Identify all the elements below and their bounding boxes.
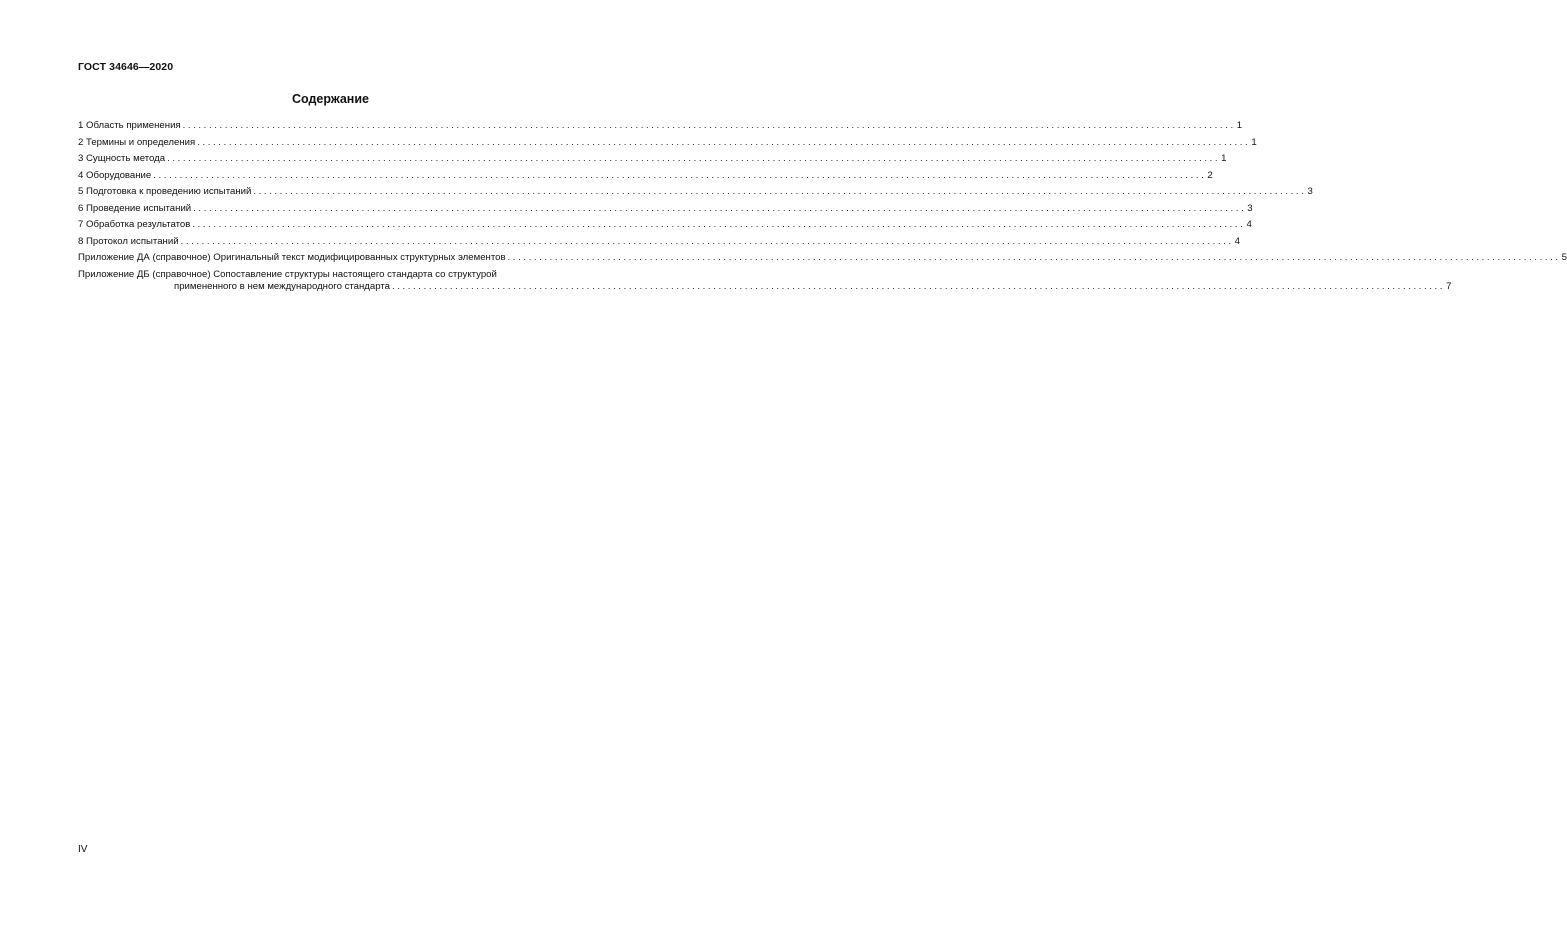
toc-entry	[78, 120, 1243, 132]
toc-entry	[78, 186, 1313, 198]
toc-leader-dots: ........................................................................................................................................................................................................	[180, 235, 1234, 247]
table-of-contents	[78, 120, 1567, 297]
toc-entry-page: 2	[1207, 169, 1213, 181]
page-title: Содержание	[291, 92, 369, 106]
toc-entry-label: 1 Область применения	[78, 120, 181, 131]
toc-entry	[78, 153, 1227, 165]
toc-leader-dots: ........................................................................................................................................................................................................	[197, 136, 1251, 148]
toc-entry	[78, 252, 1567, 264]
toc-entry-page: 1	[1251, 136, 1257, 148]
page-number: IV	[78, 844, 88, 855]
toc-entry-page: 4	[1234, 235, 1240, 247]
toc-entry-label: Приложение ДА (справочное) Оригинальный текст модифицированных структурных элементов	[78, 252, 506, 263]
toc-entry-label: 7 Обработка результатов	[78, 219, 191, 230]
toc-entry	[78, 268, 1452, 293]
toc-entry-label: 4 Оборудование	[78, 169, 152, 181]
toc-entry-label: 6 Проведение испытаний	[78, 202, 192, 214]
toc-entry-label-continued: примененного в нем международного стандарта	[174, 280, 390, 292]
toc-entry	[78, 235, 1240, 248]
toc-leader-dots: ........................................................................................................................................................................................................	[391, 280, 1446, 292]
toc-leader-dots: ........................................................................................................................................................................................................	[153, 169, 1207, 181]
toc-entry-page: 3	[1307, 186, 1313, 197]
toc-entry-page: 1	[1236, 120, 1243, 131]
document-code: ГОСТ 34646—2020	[78, 61, 174, 73]
toc-leader-dots: ........................................................................................................................................................................................................	[193, 202, 1247, 214]
toc-leader-dots: ........................................................................................................................................................................................................	[182, 120, 1236, 131]
toc-leader-dots: ........................................................................................................................................................................................................	[253, 186, 1307, 197]
toc-entry-label: 2 Термины и определения	[78, 136, 196, 148]
toc-entry-page: 7	[1446, 280, 1452, 292]
toc-entry-label: 8 Протокол испытаний	[78, 235, 179, 247]
toc-entry-page: 4	[1246, 219, 1252, 230]
toc-entry-page: 3	[1247, 202, 1253, 214]
toc-entry	[78, 169, 1213, 182]
toc-leader-dots: ........................................................................................................................................................................................................	[167, 153, 1221, 164]
toc-leader-dots: ........................................................................................................................................................................................................	[192, 219, 1246, 230]
toc-entry-label: Приложение ДБ (справочное) Сопоставление структуры настоящего стандарта со структурой	[78, 268, 497, 280]
toc-entry-label: 3 Сущность метода	[78, 153, 166, 164]
toc-entry	[78, 136, 1257, 149]
toc-entry-label: 5 Подготовка к проведению испытаний	[78, 186, 252, 197]
toc-entry	[78, 202, 1253, 215]
toc-entry-page: 5	[1561, 252, 1567, 263]
toc-leader-dots: ........................................................................................................................................................................................................	[507, 252, 1561, 263]
toc-entry-page: 1	[1221, 153, 1227, 164]
toc-entry	[78, 219, 1252, 231]
